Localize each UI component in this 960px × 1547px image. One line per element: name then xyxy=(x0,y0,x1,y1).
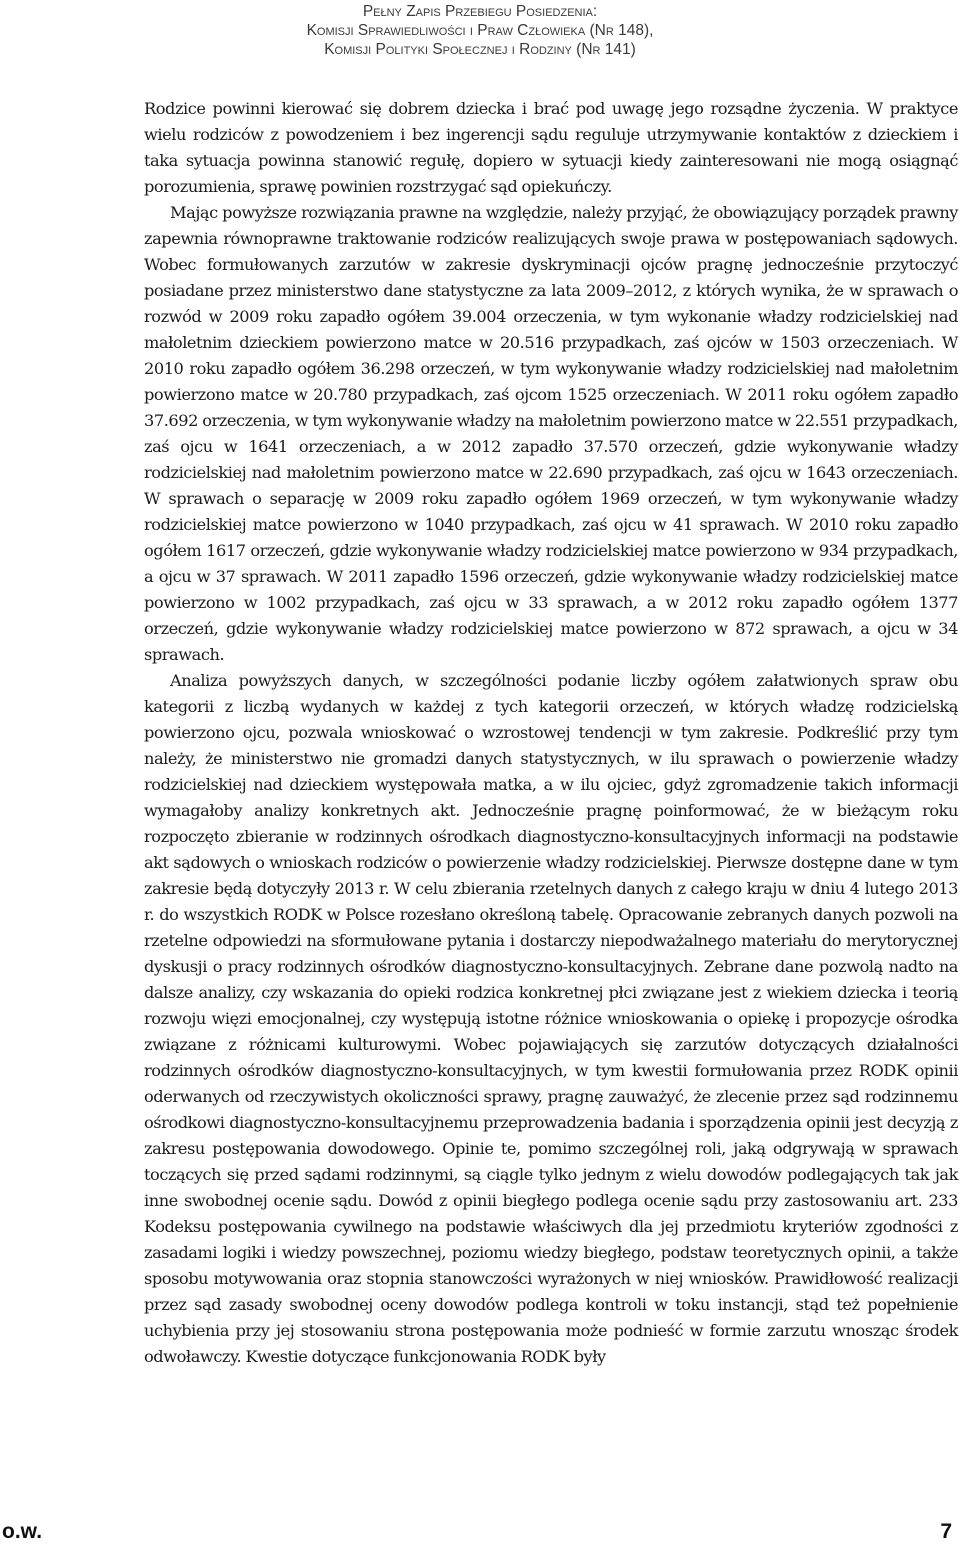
header-title: Pełny Zapis Przebiegu Posiedzenia: xyxy=(362,3,598,20)
page-number: 7 xyxy=(940,1520,952,1543)
header-committee-1: Komisji Sprawiedliwości i Praw Człowieka (Nr 148), xyxy=(306,22,654,39)
paragraph-3: Analiza powyższych danych, w szczególności podanie liczby ogółem załatwionych spraw obu kategorii z liczbą wydanych w każdej z tych kategorii orzeczeń, w których władzę rodzicielską powierzono ojcu, pozwala wnioskować o wzrostowej tendencji w tym zakresie. Podkreślić przy tym należy, że ministerstwo nie gromadzi danych statystycznych, w ilu sprawach o powierzenie władzy rodzicielskiej nad dzieckiem występowała matka, a w ilu ojciec, gdyż zgromadzenie takich informacji wymagałoby analizy konkretnych akt. Jednocześnie pragnę poinformować, że w bieżącym roku rozpoczęto zbieranie w rodzinnych ośrodkach diagnostyczno-konsultacyjnych informacji na podstawie akt sądowych o wnioskach rodziców o powierzenie władzy rodzicielskiej. Pierwsze dostępne dane w tym zakresie będą dotyczyły 2013 r. W celu zbierania rzetelnych danych z całego kraju w dniu 4 lutego 2013 r. do wszystkich RODK w Polsce rozesłano określoną tabelę. Opracowanie zebranych danych pozwoli na rzetelne odpowiedzi na sformułowane pytania i dostarczy niepodważalnego materiału do merytorycznej dyskusji o pracy rodzinnych ośrodków diagnostyczno-konsultacyjnych. Zebrane dane pozwolą nadto na dalsze analizy, czy wskazania do opieki rodzica konkretnej płci związane jest z wiekiem dziecka i teorią rozwoju więzi emocjonalnej, czy występują istotne różnice wnioskowania o opiekę i propozycje ośrodka związane z różnicami kulturowymi. Wobec pojawiających się zarzutów dotyczących działalności rodzinnych ośrodków diagnostyczno-konsultacyjnych, w tym kwestii formułowania przez RODK opinii oderwanych od rzeczywistych okoliczności sprawy, pragnę zauważyć, że zlecenie przez sąd rodzinnemu ośrodkowi diagnostyczno-konsultacyjnemu przeprowadzenia badania i sporządzenia opinii jest decyzją z zakresu postępowania dowodowego. Opinie te, pomimo szczególnej roli, jaką odgrywają w sprawach toczących się przed sądami rodzinnymi, są ciągle tylko jednym z wielu dowodów podlegających tak jak inne swobodnej ocenie sądu. Dowód z opinii biegłego podlega ocenie sądu przy zastosowaniu art. 233 Kodeksu postępowania cywilnego na podstawie właściwych dla jej przedmiotu kryteriów zgodności z zasadami logiki i wiedzy powszechnej, poziomu wiedzy biegłego, podstaw teoretycznych opinii, a także sposobu motywowania oraz stopnia stanowczości wyrażonych w niej wniosków. Prawidłowość realizacji przez sąd zasady swobodnej oceny dowodów podlega kontroli w toku instancji, stąd też popełnienie uchybienia przy jej stosowaniu strona postępowania może podnieść w formie zarzutu wnosząc środek odwoławczy. Kwestie dotyczące funkcjonowania RODK były xyxy=(144,671,958,1366)
document-body xyxy=(144,96,958,1370)
paragraph-1: Rodzice powinni kierować się dobrem dziecka i brać pod uwagę jego rozsądne życzenia. W praktyce wielu rodziców z powodzeniem i bez ingerencji sądu reguluje utrzymywanie kontaktów z dzieckiem i taka sytuacja powinna stanowić regułę, dopiero w sytuacji kiedy zainteresowani nie mogą osiągnąć porozumienia, sprawę powinien rozstrzygać sąd opiekuńczy. xyxy=(144,99,958,196)
paragraph-2: Mając powyższe rozwiązania prawne na względzie, należy przyjąć, że obowiązujący porządek prawny zapewnia równoprawne traktowanie rodziców realizujących swoje prawa w postępowaniach sądowych. Wobec formułowanych zarzutów w zakresie dyskryminacji ojców pragnę jednocześnie przytoczyć posiadane przez ministerstwo dane statystyczne za lata 2009–2012, z których wynika, że w sprawach o rozwód w 2009 roku zapadło ogółem 39.004 orzeczenia, w tym wykonanie władzy rodzicielskiej nad małoletnim dzieckiem powierzono matce w 20.516 przypadkach, zaś ojców w 1503 orzeczeniach. W 2010 roku zapadło ogółem 36.298 orzeczeń, w tym wykonywanie władzy rodzicielskiej nad małoletnim powierzono matce w 20.780 przypadkach, zaś ojcom 1525 orzeczeniach. W 2011 roku ogółem zapadło 37.692 orzeczenia, w tym wykonywanie władzy na małoletnim powierzono matce w 22.551 przypadkach, zaś ojcu w 1641 orzeczeniach, a w 2012 zapadło 37.570 orzeczeń, gdzie wykonywanie władzy rodzicielskiej nad małoletnim powierzono matce w 22.690 przypadkach, zaś ojcu w 1643 orzeczeniach. W sprawach o separację w 2009 roku zapadło ogółem 1969 orzeczeń, w tym wykonywanie władzy rodzicielskiej matce powierzono w 1040 przypadkach, zaś ojcu w 41 sprawach. W 2010 roku zapadło ogółem 1617 orzeczeń, gdzie wykonywanie władzy rodzicielskiej matce powierzono w 934 przypadkach, a ojcu w 37 sprawach. W 2011 zapadło 1596 orzeczeń, gdzie wykonywanie władzy rodzicielskiej matce powierzono w 1002 przypadkach, zaś ojcu w 33 sprawach, a w 2012 roku zapadło ogółem 1377 orzeczeń, gdzie wykonywanie władzy rodzicielskiej matce powierzono w 872 sprawach, a ojcu w 34 sprawach. xyxy=(144,203,958,664)
running-header xyxy=(0,2,960,59)
footer-mark: o.w. xyxy=(2,1520,43,1543)
header-committee-2: Komisji Polityki Społecznej i Rodziny (Nr 141) xyxy=(324,41,636,58)
